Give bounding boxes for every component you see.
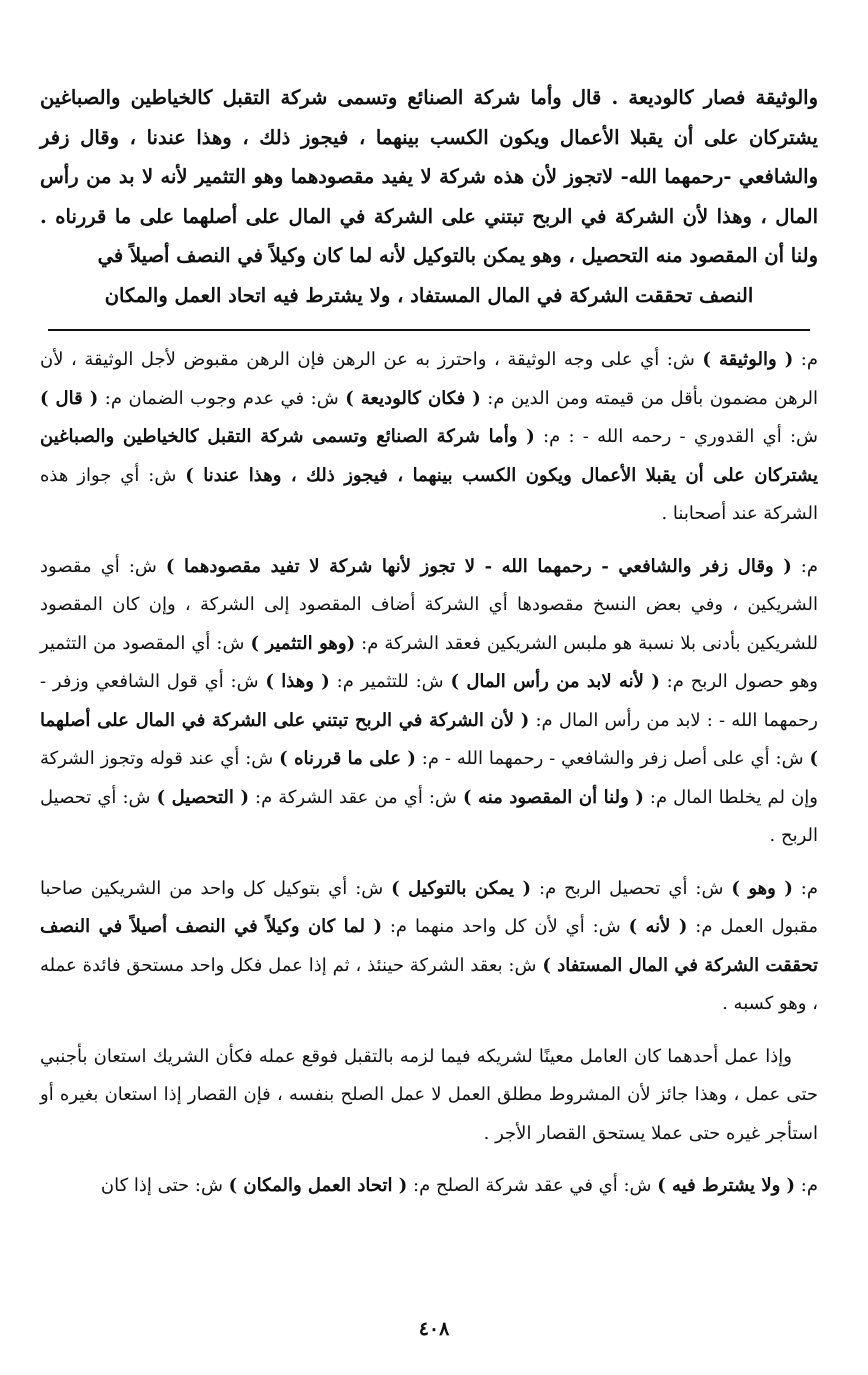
quoted-matn: ( التحصيل ) bbox=[156, 786, 249, 808]
main-text-body: والوثيقة فصار كالوديعة . قال وأما شركة الصنائع وتسمى شركة التقبل كالخياطين والصباغين يشتركان على أن يقبلا الأعمال ويكون الكسب بينهما ، فيجوز ذلك ، وهذا عندنا ، وقال زفر والشافعي -رحمهما الله- لاتجوز لأن هذه شركة لا يفيد مقصودهما وهو التثمير لأنه لا بد من رأس المال ، وهذا لأن الشركة في الربح تبتني على الشركة في المال على أصلهما على ما قررناه . ولنا أن المقصود منه التحصيل ، وهو يمكن بالتوكيل لأنه لما كان وكيلاً في النصف أصيلاً في bbox=[40, 86, 818, 267]
commentary bbox=[40, 341, 818, 1206]
book-page bbox=[40, 78, 818, 1220]
quoted-matn: ( يمكن بالتوكيل ) bbox=[391, 877, 532, 899]
sharh-text: ش: أي جواز هذه الشركة عند أصحابنا . bbox=[40, 464, 818, 524]
quoted-matn: ( قال ) bbox=[40, 387, 99, 409]
main-text bbox=[40, 78, 818, 315]
quoted-matn: ( وأما شركة الصنائع وتسمى شركة التقبل كالخياطين والصباغين يشتركان على أن يقبلا الأعمال ويكون الكسب بينهما ، فيجوز ذلك ، وهذا عندنا ) bbox=[40, 426, 818, 486]
matn-marker: م: bbox=[791, 555, 818, 577]
sharh-text: وإذا عمل أحدهما كان العامل معينًا لشريكه فيما لزمه بالتقبل فوقع عمله فكأن الشريك استعان بأجنبي حتى عمل ، وهذا جائز لأن المشروط مطلق العمل لا عمل الصلح بنفسه ، فإن القصار إذا استعان بغيره أو استأجر غيره حتى عملا يستحق القصار الأجر . bbox=[40, 1045, 818, 1144]
commentary-paragraph bbox=[40, 870, 818, 1024]
quoted-matn: ( لأنه ) bbox=[628, 916, 688, 937]
sharh-text: ش: أي تحصيل الربح م: bbox=[531, 877, 732, 899]
quoted-matn: ( ولا يشترط فيه ) bbox=[657, 1175, 796, 1196]
quoted-matn: ( وهذا ) bbox=[265, 671, 330, 692]
commentary-paragraph bbox=[40, 548, 818, 856]
sharh-text: ش: أي بتوكيل كل واحد من الشريكين صاحبا مقبول العمل م: bbox=[40, 877, 818, 937]
quoted-matn: ( لأن الشركة في الربح تبتني على الشركة في المال على أصلهما ) bbox=[40, 709, 818, 769]
sharh-text: ش: أي على أصل زفر والشافعي - رحمهما الله - م: bbox=[415, 748, 810, 769]
quoted-matn: (وهو التثمير ) bbox=[250, 632, 356, 654]
sharh-text: ش: أي المقصود من التثمير وهو حصول الربح م: bbox=[40, 632, 819, 692]
quoted-matn: ( على ما قررناه ) bbox=[279, 748, 416, 769]
sharh-text: ش: أي مقصود الشريكين ، وفي بعض النسخ مقصودها أي الشركة أضاف المقصود إلى الشركة ، وإن كان المقصود للشريكين بأدنى بلا نسبة هو ملبس الشريكين فعقد الشركة م: bbox=[40, 555, 818, 654]
separator-rule bbox=[48, 329, 810, 331]
matn-marker: م: bbox=[793, 349, 819, 370]
quoted-matn: ( فكان كالوديعة ) bbox=[345, 387, 481, 409]
sharh-text: ش: أي تحصيل الربح . bbox=[40, 786, 818, 846]
sharh-text: ش: أي لأن كل واحد منهما م: bbox=[381, 916, 629, 937]
quoted-matn: ( اتحاد العمل والمكان ) bbox=[228, 1175, 408, 1196]
main-text-last-line: النصف تحققت الشركة في المال المستفاد ، ولا يشترط فيه اتحاد العمل والمكان bbox=[104, 283, 754, 307]
quoted-matn: ( لما كان وكيلاً في النصف أصيلاً في النصف تحققت الشركة في المال المستفاد ) bbox=[40, 916, 819, 976]
sharh-text: ش: حتى إذا كان bbox=[100, 1175, 229, 1196]
quoted-matn: ( والوثيقة ) bbox=[702, 349, 794, 370]
sharh-text: ش: بعقد الشركة حينئذ ، ثم إذا عمل فكل واحد مستحق فائدة عمله ، وهو كسبه . bbox=[40, 954, 818, 1014]
sharh-text: ش: أي عند قوله وتجوز الشركة وإن لم يخلطا المال م: bbox=[40, 748, 818, 808]
sharh-text: ش: في عدم وجوب الضمان م: bbox=[98, 387, 346, 409]
sharh-text: ش: أي في عقد شركة الصلح م: bbox=[407, 1175, 658, 1196]
sharh-text: ش: أي من عقد الشركة م: bbox=[248, 786, 463, 808]
commentary-paragraph bbox=[40, 341, 818, 534]
quoted-matn: ( وهو ) bbox=[731, 877, 793, 899]
matn-marker: م: bbox=[795, 1175, 818, 1196]
sharh-text: ش: أي قول الشافعي وزفر - رحمهما الله - : لابد من رأس المال م: bbox=[40, 671, 818, 731]
sharh-text: ش: أي على وجه الوثيقة ، واحترز به عن الرهن فإن الرهن مقبوض لأجل الوثيقة ، لأن الرهن مضمون بأقل من قيمته ومن الدين م: bbox=[40, 349, 818, 409]
commentary-paragraph bbox=[40, 1038, 818, 1154]
sharh-text: ش: أي القدوري - رحمه الله - : م: bbox=[534, 426, 819, 447]
matn-marker: م: bbox=[792, 877, 819, 899]
commentary-paragraph bbox=[40, 1167, 818, 1206]
sharh-text: ش: للتثمير م: bbox=[329, 671, 451, 692]
quoted-matn: ( ولنا أن المقصود منه ) bbox=[462, 786, 644, 808]
quoted-matn: ( وقال زفر والشافعي - رحمهما الله - لا تجوز لأنها شركة لا تفيد مقصودهما ) bbox=[165, 555, 792, 577]
page-number: ٤٠٨ bbox=[418, 1318, 450, 1340]
quoted-matn: ( لأنه لابد من رأس المال ) bbox=[450, 671, 660, 692]
